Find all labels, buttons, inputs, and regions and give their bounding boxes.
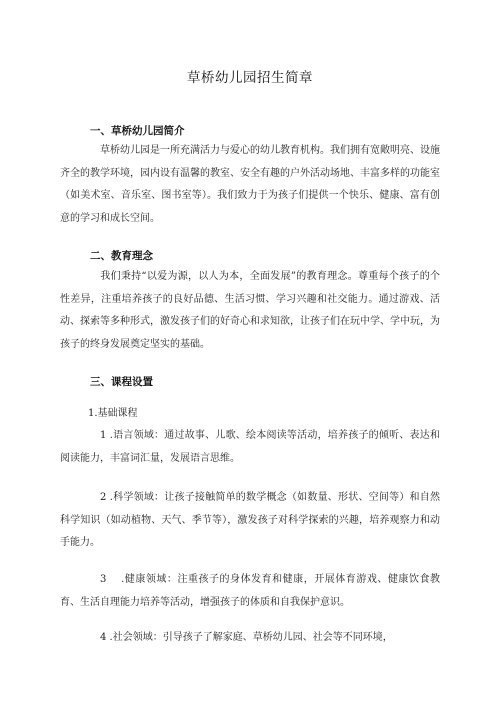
section-heading-philosophy: 二、教育理念	[90, 250, 153, 262]
curriculum-item-health	[60, 569, 440, 614]
page-title: 草桥幼儿园招生简章	[187, 70, 313, 86]
item-text: 3 .健康领域：注重孩子的身体发育和健康，开展体育游戏、健康饮食教育、生活自理能力培养等活动，增强孩子的体质和自我保护意识。	[60, 574, 440, 608]
section-paragraph-intro	[60, 140, 440, 230]
item-text: 4 .社会领域：引导孩子了解家庭、草桥幼儿园、社会等不同环境，	[100, 632, 393, 643]
item-text: 1 .语言领域：通过故事、儿歌、绘本阅读等活动，培养孩子的倾听、表达和阅读能力，丰富词汇量，发展语言思维。	[60, 430, 440, 464]
paragraph-text: 草桥幼儿园是一所充满活力与爱心的幼儿教育机构。我们拥有宽敞明亮、设施齐全的教学环境，园内设有温馨的教室、安全有趣的户外活动场地、丰富多样的功能室（如美术室、音乐室、图书室等）。我们致力于为孩子们提供一个快乐、健康、富有创意的学习和成长空间。	[60, 145, 440, 224]
section-heading-curriculum: 三、课程设置	[90, 376, 153, 388]
curriculum-item-science	[60, 487, 440, 555]
item-text: 2 .科学领域：让孩子接触简单的数学概念（如数量、形状、空间等）和自然科学知识（如动植物、天气、季节等），激发孩子对科学探索的兴趣，培养观察力和动手能力。	[60, 492, 440, 548]
curriculum-item-social	[60, 627, 440, 650]
section-heading-intro: 一、草桥幼儿园简介	[90, 125, 185, 137]
subheading-basic-courses: 1.基础课程	[88, 408, 138, 419]
section-paragraph-philosophy	[60, 266, 440, 356]
curriculum-item-language	[60, 425, 440, 470]
paragraph-text: 我们秉持“以爱为源，以人为本，全面发展”的教育理念。尊重每个孩子的个性差异，注重培养孩子的良好品德、生活习惯、学习兴趣和社交能力。通过游戏、活动、探索等多种形式，激发孩子们的好奇心和求知欲，让孩子们在玩中学、学中玩，为孩子的终身发展奠定坚实的基础。	[60, 271, 440, 350]
